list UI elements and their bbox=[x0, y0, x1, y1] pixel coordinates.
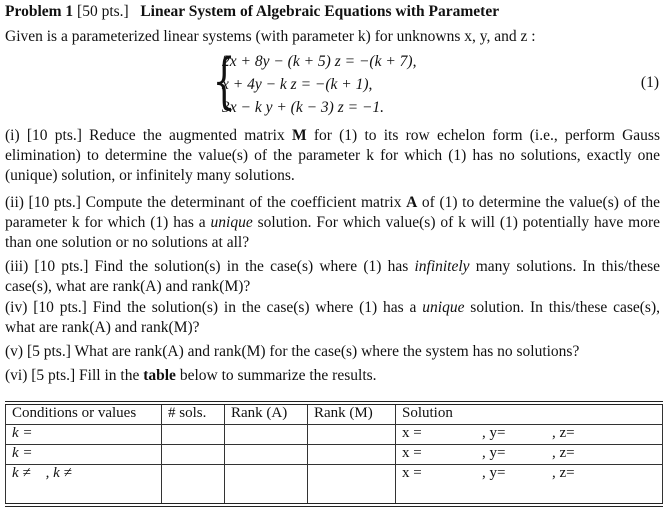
cell-condition[interactable]: k = bbox=[6, 445, 162, 465]
problem-title: Linear System of Algebraic Equations with Parameter bbox=[140, 3, 500, 20]
text: unique bbox=[422, 299, 465, 316]
z-label: , z= bbox=[552, 445, 575, 461]
cell-condition[interactable]: k ≠ , k ≠ bbox=[6, 465, 162, 505]
text: many solutions. In this/these case(s), what are rank(A) and rank(M)? bbox=[5, 258, 661, 295]
problem-header bbox=[5, 3, 499, 21]
equation-2: x + 4y − k z = −(k + 1), bbox=[222, 76, 373, 93]
text: infinitely bbox=[414, 258, 470, 275]
brace: { bbox=[212, 46, 236, 116]
part-i bbox=[5, 126, 660, 186]
equation-1: 2x + 8y − (k + 5) z = −(k + 7), bbox=[222, 53, 417, 70]
text: Reduce the augmented matrix bbox=[89, 127, 292, 144]
part-ii bbox=[5, 193, 660, 253]
cell-rank-m[interactable] bbox=[308, 425, 396, 445]
cell-solution[interactable] bbox=[396, 465, 663, 505]
cell-rank-a[interactable] bbox=[225, 425, 308, 445]
part-label: (iv) [10 pts.] bbox=[5, 299, 87, 316]
x-label: x = bbox=[402, 445, 422, 461]
text: Find the solution(s) in the case(s) where (1) has a bbox=[92, 299, 423, 316]
cell-rank-m[interactable] bbox=[308, 465, 396, 505]
y-label: , y= bbox=[482, 425, 506, 441]
z-label: , z= bbox=[552, 465, 575, 481]
table-row bbox=[6, 465, 663, 505]
x-label: x = bbox=[402, 425, 422, 441]
part-v bbox=[5, 342, 660, 362]
part-label: (v) [5 pts.] bbox=[5, 343, 71, 360]
cell-rank-m[interactable] bbox=[308, 445, 396, 465]
cell-solution[interactable] bbox=[396, 425, 663, 445]
text: below to summarize the results. bbox=[175, 367, 377, 384]
part-label: (i) [10 pts.] bbox=[5, 127, 82, 144]
text: unique bbox=[210, 214, 253, 231]
y-label: , y= bbox=[482, 465, 506, 481]
text: table bbox=[143, 367, 176, 384]
table-header bbox=[6, 403, 663, 425]
part-iii bbox=[5, 257, 660, 297]
text: Find the solution(s) in the case(s) where (1) has bbox=[94, 258, 415, 275]
header-rank-a: Rank (A) bbox=[225, 403, 308, 425]
cell-rank-a[interactable] bbox=[225, 465, 308, 505]
problem-points: [50 pts.] bbox=[77, 3, 129, 20]
part-vi bbox=[5, 366, 660, 386]
header-rank-m: Rank (M) bbox=[308, 403, 396, 425]
cell-sols[interactable] bbox=[162, 465, 225, 505]
part-label: (ii) [10 pts.] bbox=[5, 194, 81, 211]
cell-rank-a[interactable] bbox=[225, 445, 308, 465]
part-label: (iii) [10 pts.] bbox=[5, 258, 89, 275]
x-label: x = bbox=[402, 465, 422, 481]
text: solution. In this/these case(s), what are rank(A) and rank(M)? bbox=[5, 299, 660, 336]
table-row bbox=[6, 445, 663, 465]
equation-3: 3x − k y + (k − 3) z = −1. bbox=[222, 99, 385, 116]
text: Compute the determinant of the coefficient matrix bbox=[85, 194, 407, 211]
z-label: , z= bbox=[552, 425, 575, 441]
header-solution: Solution bbox=[396, 403, 663, 425]
cell-sols[interactable] bbox=[162, 445, 225, 465]
text: Fill in the bbox=[79, 367, 144, 384]
header-sols: # sols. bbox=[162, 403, 225, 425]
text: solution. For which value(s) of k will (1) potentially have more than one solution or no solutions at all? bbox=[5, 214, 660, 251]
summary-table bbox=[5, 401, 663, 507]
table-row bbox=[6, 425, 663, 445]
intro-text: Given is a parameterized linear systems (with parameter k) for unknowns x, y, and z : bbox=[5, 28, 536, 45]
text: What are rank(A) and rank(M) for the case(s) where the system has no solutions? bbox=[74, 343, 580, 360]
equation-system bbox=[222, 50, 416, 119]
y-label: , y= bbox=[482, 445, 506, 461]
text: for (1) to its row echelon form (i.e., perform Gauss elimination) to determine the value(s) of the parameter k for which (1) has no solutions, exactly one (unique) solution, or infinitely many solutions. bbox=[5, 127, 660, 184]
header-conditions: Conditions or values bbox=[6, 403, 162, 425]
part-label: (vi) [5 pts.] bbox=[5, 367, 76, 384]
text: of (1) to determine the value(s) of the parameter k for which (1) has a bbox=[5, 194, 660, 231]
cell-solution[interactable] bbox=[396, 445, 663, 465]
cell-sols[interactable] bbox=[162, 425, 225, 445]
text: A bbox=[406, 194, 418, 211]
part-iv bbox=[5, 298, 660, 338]
equation-number: (1) bbox=[640, 74, 659, 91]
text: M bbox=[291, 127, 307, 144]
problem-number: Problem 1 bbox=[5, 3, 74, 20]
cell-condition[interactable]: k = bbox=[6, 425, 162, 445]
